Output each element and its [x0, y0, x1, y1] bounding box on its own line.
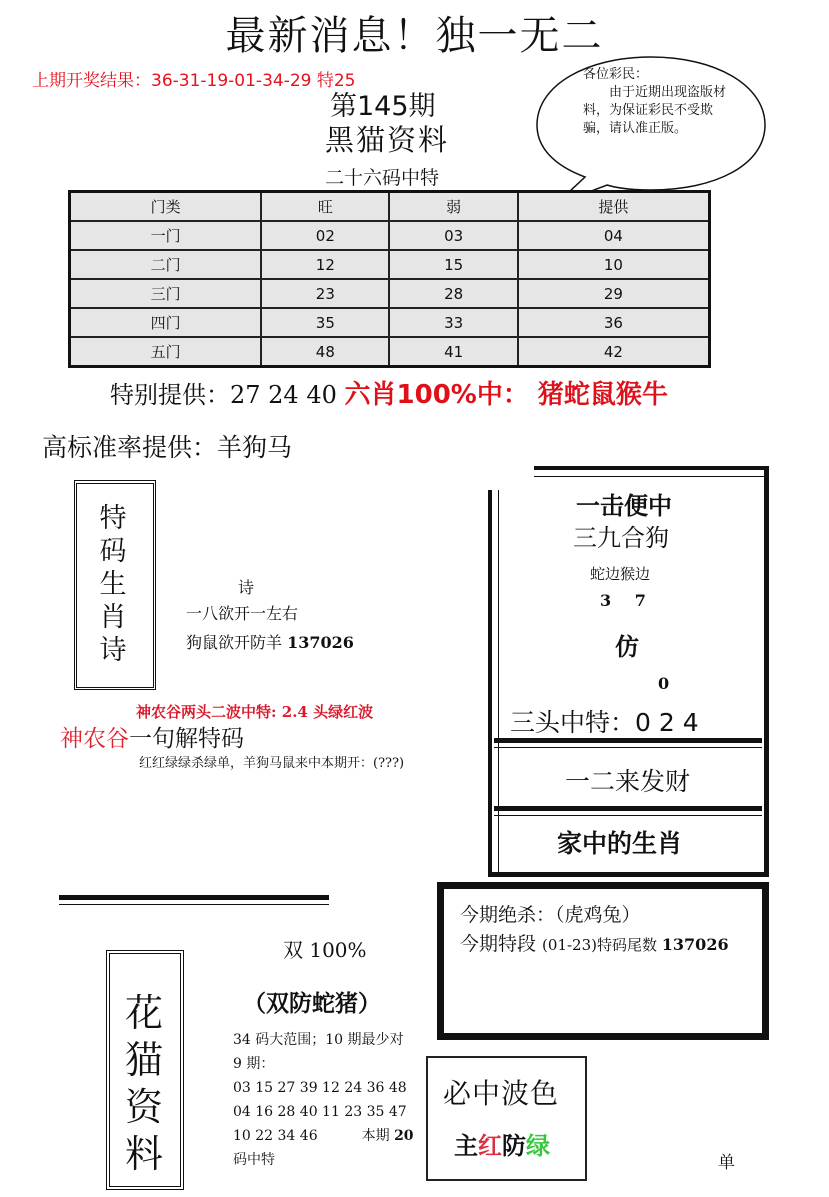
- right-panel-three-heads: 三头中特：0 2 4: [510, 708, 699, 737]
- table-cell: 15: [389, 250, 517, 279]
- black-cat-title: 黑猫资料: [325, 123, 450, 157]
- notice-greeting: 各位彩民：: [583, 67, 649, 82]
- right-panel-line-6: 0: [658, 674, 670, 693]
- table-cell: 10: [518, 250, 710, 279]
- table-row: [70, 221, 710, 250]
- shennong-title-black: 一句解特码: [129, 726, 244, 752]
- flower-cat-range: [233, 1028, 414, 1172]
- last-result: 上期开奖结果：36-31-19-01-34-29 特25: [32, 71, 356, 91]
- shennong-title: [60, 720, 244, 753]
- table-row: [70, 279, 710, 308]
- right-panel-line-2: 三九合狗: [573, 524, 669, 552]
- kill-line-1: 今期绝杀：（虎鸡兔）: [460, 904, 641, 926]
- shennong-title-red: 神农谷: [60, 726, 129, 752]
- right-panel-line-5: 仿: [615, 632, 639, 661]
- table-cell: 36: [518, 308, 710, 337]
- right-panel-divider: [494, 738, 762, 748]
- door-table: [68, 190, 711, 368]
- right-panel-line-4: 3 7: [600, 591, 646, 610]
- right-panel-fortune: 一二来发财: [565, 767, 691, 796]
- flower-title-char: 料: [124, 1132, 163, 1176]
- poem-line-2: [186, 630, 354, 653]
- kill-line-2-mid: 特码尾数: [597, 936, 662, 954]
- table-cell: 28: [389, 279, 517, 308]
- high-standard: 高标准率提供：羊狗马: [42, 433, 293, 462]
- table-cell: 42: [518, 337, 710, 367]
- table-cell: 48: [261, 337, 389, 367]
- wave-guard: 防: [502, 1131, 526, 1160]
- table-cell: 四门: [70, 308, 262, 337]
- right-panel-line-3: 蛇边猴边: [590, 565, 651, 583]
- range-line: [233, 1124, 414, 1148]
- table-cell: 41: [389, 337, 517, 367]
- poem-line-2-number: 137026: [287, 633, 354, 652]
- wave-prediction: [454, 1126, 550, 1161]
- table-cell: 04: [518, 221, 710, 250]
- table-header-row: [70, 192, 710, 222]
- table-cell: 03: [389, 221, 517, 250]
- table-cell: 29: [518, 279, 710, 308]
- range-line: 9 期：: [233, 1056, 275, 1072]
- range-line: 码中特: [233, 1152, 275, 1168]
- single-label: 单: [718, 1153, 735, 1173]
- table-cell: 一门: [70, 221, 262, 250]
- table-header: 弱: [389, 192, 517, 222]
- table-cell: 二门: [70, 250, 262, 279]
- wave-title: 必中波色: [443, 1077, 560, 1110]
- table-cell: 33: [389, 308, 517, 337]
- range-line: 03 15 27 39 12 24 36 48: [233, 1080, 407, 1096]
- table-row: [70, 250, 710, 279]
- flower-title-char: 猫: [124, 1038, 163, 1082]
- special-label: 特别提供：27 24 40: [110, 381, 345, 409]
- poem-title-char: 生: [99, 569, 127, 600]
- section-divider: [59, 895, 329, 905]
- table-cell: 12: [261, 250, 389, 279]
- flower-title-char: 花: [124, 991, 163, 1035]
- table-header: 门类: [70, 192, 262, 222]
- wave-red: 红: [478, 1131, 502, 1160]
- kill-line-2-range: (01-23): [542, 936, 597, 954]
- poem-line-2-text: 狗鼠欲开防羊: [186, 633, 288, 652]
- poem-heading: 诗: [238, 578, 255, 597]
- wave-green: 绿: [526, 1131, 550, 1160]
- poem-box-title: [95, 502, 131, 667]
- right-panel-title: 一击便中: [576, 491, 672, 520]
- poem-title-char: 特: [99, 503, 127, 534]
- table-cell: 三门: [70, 279, 262, 308]
- notice-text: [583, 66, 733, 138]
- double-percent: 双 100%: [283, 938, 367, 962]
- right-panel-top-border: [534, 466, 768, 477]
- table-header: 旺: [261, 192, 389, 222]
- right-panel-home-zodiac: 家中的生肖: [557, 829, 683, 858]
- six-zodiac: 六肖100%中： 猪蛇鼠猴牛: [344, 380, 668, 410]
- shennong-red-line: 神农谷两头二波中特: 2.4 头绿红波: [136, 703, 374, 721]
- range-line: 34 码大范围；10 期最少对: [233, 1032, 404, 1048]
- range-line: 04 16 28 40 11 23 35 47: [233, 1104, 407, 1120]
- table-cell: 02: [261, 221, 389, 250]
- issue-number: 第145期: [330, 91, 436, 122]
- range-last-nums: 10 22 34 46: [233, 1128, 318, 1144]
- table-header: 提供: [518, 192, 710, 222]
- shennong-riddle: 红红绿绿杀绿单，羊狗马鼠来中本期开：(???): [139, 756, 405, 771]
- right-panel-divider: [494, 806, 762, 816]
- table-cell: 五门: [70, 337, 262, 367]
- kill-line-2-prefix: 今期特段: [460, 933, 543, 955]
- table-row: [70, 308, 710, 337]
- page-title: 最新消息！独一无二: [225, 13, 604, 59]
- poem-title-char: 肖: [99, 602, 127, 633]
- double-guard: （双防蛇猪）: [243, 990, 381, 1017]
- table-cell: 35: [261, 308, 389, 337]
- subtitle: 二十六码中特: [325, 167, 440, 189]
- wave-main: 主: [454, 1131, 478, 1160]
- flower-title-char: 资: [124, 1085, 163, 1129]
- poem-title-char: 诗: [99, 635, 127, 666]
- this-issue-label: 本期: [361, 1128, 395, 1144]
- poem-title-char: 码: [99, 536, 127, 567]
- special-offer: [110, 374, 668, 411]
- kill-line-2-number: 137026: [661, 935, 729, 954]
- poem-line-1: 一八欲开一左右: [186, 604, 299, 623]
- flower-cat-title: [120, 990, 168, 1178]
- table-cell: 23: [261, 279, 389, 308]
- notice-body: 由于近期出现盗版材料，为保证彩民不受欺骗，请认准正版。: [583, 85, 727, 136]
- table-row: [70, 337, 710, 367]
- kill-line-2: [460, 929, 729, 956]
- this-issue-number: 20: [394, 1128, 414, 1144]
